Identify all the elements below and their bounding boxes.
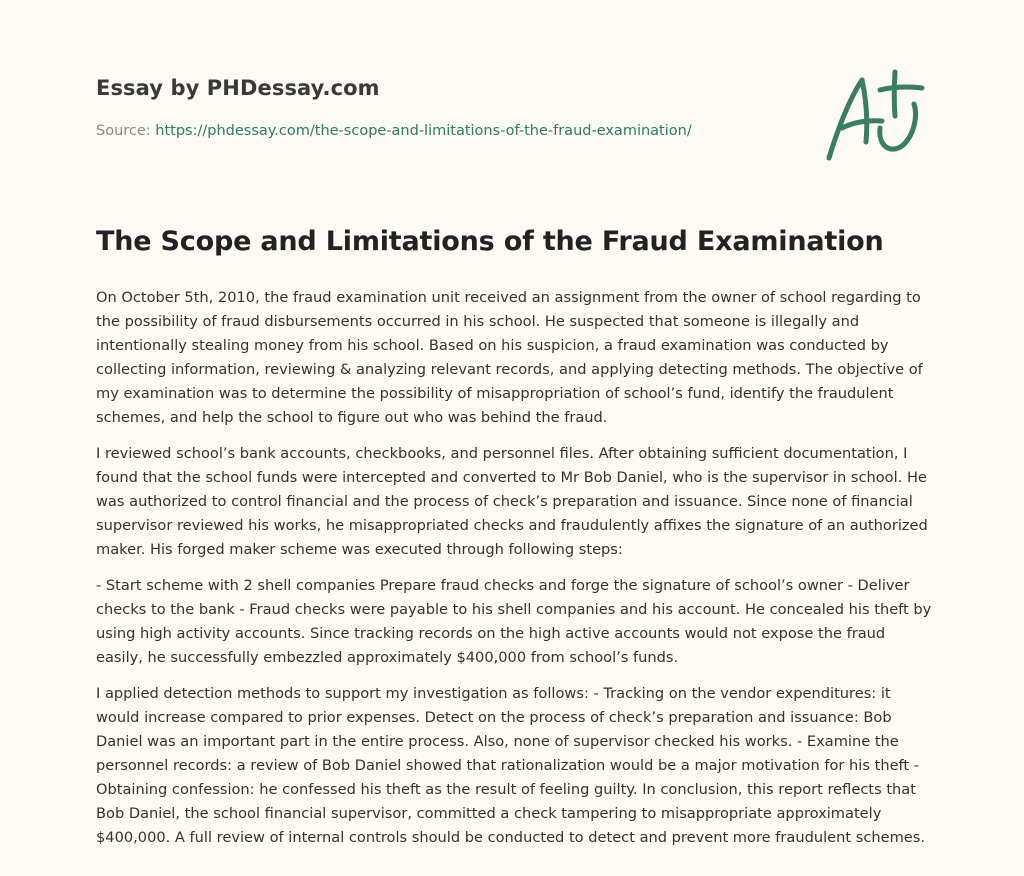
a-plus-logo xyxy=(822,68,928,164)
essay-paragraph: I reviewed school’s bank accounts, checkbooks, and personnel files. After obtaining sufficient documentation, I found that the school funds were intercepted and converted to Mr Bob Daniel, who is the supervisor in school. He was authorized to control financial and the process of check’s preparation and issuance. Since none of financial supervisor reviewed his works, he misappropriated checks and fraudulently affixes the signature of an authorized maker. His forged maker scheme was executed through following steps: xyxy=(96,445,928,558)
source-label: Source: xyxy=(96,123,151,139)
a-plus-logo-icon xyxy=(822,68,928,164)
source-link[interactable]: https://phdessay.com/the-scope-and-limitations-of-the-fraud-examination/ xyxy=(155,123,692,139)
essay-paragraph: I applied detection methods to support my investigation as follows: - Tracking on the vendor expenditures: it would increase compared to prior expenses. Detect on the process of check’s preparation and issuance: Bob Daniel was an important part in the entire process. Also, none of supervisor checked his works. - Examine the personnel records: a review of Bob Daniel showed that rationalization would be a major motivation for his theft - Obtaining confession: he confessed his theft as the result of feeling guilty. In conclusion, this report reflects that Bob Daniel, the school financial supervisor, committed a check tampering to misappropriate approximately $400,000. A full review of internal controls should be conducted to detect and prevent more fraudulent schemes. xyxy=(96,685,926,846)
essay-paragraph: On October 5th, 2010, the fraud examination unit received an assignment from the owner of school regarding to the possibility of fraud disbursements occurred in his school. He suspected that someone is illegally and intentionally stealing money from his school. Based on his suspicion, a fraud examination was conducted by collecting information, reviewing & analyzing relevant records, and applying detecting methods. The objective of my examination was to determine the possibility of misappropriation of school’s fund, identify the fraudulent schemes, and help the school to figure out who was behind the fraud. xyxy=(96,289,923,426)
essay-paragraph: - Start scheme with 2 shell companies Prepare fraud checks and forge the signature of school’s owner - Deliver checks to the bank - Fraud checks were payable to his shell companies and his account. He concealed his theft by using high activity accounts. Since tracking records on the high active accounts would not expose the fraud easily, he successfully embezzled approximately $400,000 from school’s funds. xyxy=(96,577,932,666)
essay-body xyxy=(96,286,936,862)
source-line xyxy=(96,123,692,139)
essay-title: The Scope and Limitations of the Fraud Examination xyxy=(96,226,884,257)
site-brand: Essay by PHDessay.com xyxy=(96,76,380,100)
